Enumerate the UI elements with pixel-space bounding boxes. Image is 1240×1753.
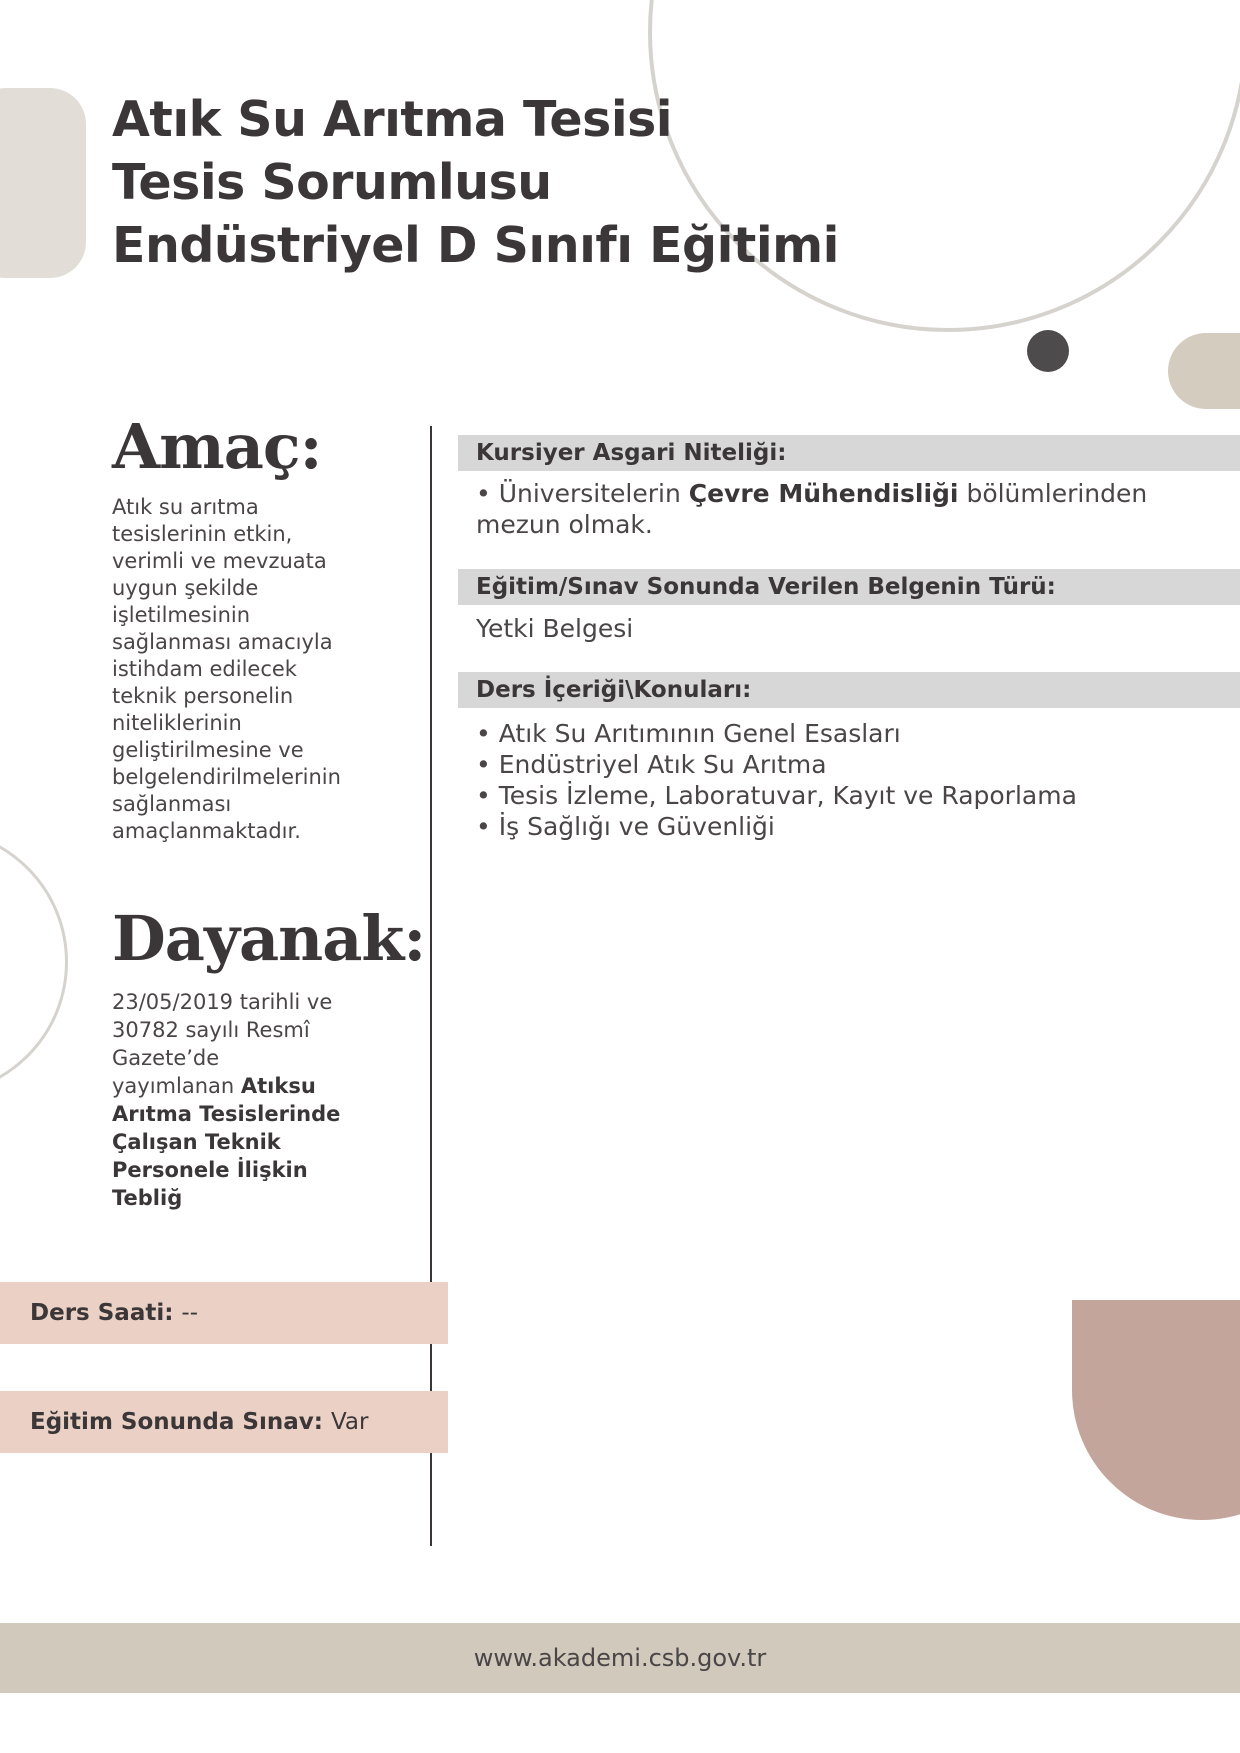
amac-line: verimli ve mevzuata xyxy=(112,549,327,573)
amac-line: istihdam edilecek xyxy=(112,657,297,681)
amac-heading: Amaç: xyxy=(112,410,322,483)
sinav-value: Var xyxy=(330,1409,369,1435)
dayanak-line: Gazete’de xyxy=(112,1046,220,1070)
ders-saati-value: -- xyxy=(181,1300,199,1326)
decorative-half-circle xyxy=(1072,1300,1240,1520)
decorative-ring-left xyxy=(0,828,68,1096)
dayanak-line xyxy=(112,1184,412,1212)
dayanak-text xyxy=(112,988,412,1212)
dayanak-bold: Atıksu xyxy=(240,1074,316,1098)
ders-icerigi-list xyxy=(476,718,1077,842)
kursiyer-pre: • Üniversitelerin xyxy=(476,479,689,508)
ders-saati-label: Ders Saati: xyxy=(30,1300,174,1326)
dayanak-bold: Personele İlişkin xyxy=(112,1158,308,1182)
list-item: • Endüstriyel Atık Su Arıtma xyxy=(476,749,1077,780)
amac-line: işletilmesinin xyxy=(112,603,251,627)
amac-line: belgelendirilmelerinin xyxy=(112,765,341,789)
dayanak-line: 30782 sayılı Resmî xyxy=(112,1018,310,1042)
dayanak-bold: Çalışan Teknik xyxy=(112,1130,281,1154)
amac-line: teknik personelin xyxy=(112,684,294,708)
dayanak-plain: yayımlanan xyxy=(112,1074,241,1098)
amac-line: sağlanması amacıyla xyxy=(112,630,333,654)
amac-line: amaçlanmaktadır. xyxy=(112,819,301,843)
dayanak-line xyxy=(112,1100,412,1128)
decorative-pill-right xyxy=(1168,333,1240,409)
amac-line: uygun şekilde xyxy=(112,576,259,600)
list-item: • Atık Su Arıtımının Genel Esasları xyxy=(476,718,1077,749)
title-line: Tesis Sorumlusu xyxy=(112,154,552,211)
list-item: • Tesis İzleme, Laboratuvar, Kayıt ve Raporlama xyxy=(476,780,1077,811)
amac-line: sağlanması xyxy=(112,792,232,816)
ders-saati-bar xyxy=(0,1282,448,1344)
column-divider xyxy=(430,426,432,1546)
footer-url[interactable]: www.akademi.csb.gov.tr xyxy=(473,1644,767,1672)
dayanak-heading: Dayanak: xyxy=(112,902,426,975)
kursiyer-heading: Kursiyer Asgari Niteliği: xyxy=(458,435,1240,471)
dayanak-line xyxy=(112,1156,412,1184)
amac-line: tesislerinin etkin, xyxy=(112,522,293,546)
dayanak-line xyxy=(112,1128,412,1156)
kursiyer-line xyxy=(476,478,1196,509)
kursiyer-post: bölümlerinden xyxy=(958,479,1148,508)
footer-bar xyxy=(0,1623,1240,1693)
title-line: Atık Su Arıtma Tesisi xyxy=(112,91,673,148)
kursiyer-text xyxy=(476,478,1196,540)
decorative-pill-left xyxy=(0,88,86,278)
sinav-label: Eğitim Sonunda Sınav: xyxy=(30,1409,323,1435)
amac-text xyxy=(112,494,412,845)
dayanak-line xyxy=(112,1072,412,1100)
amac-line: niteliklerinin xyxy=(112,711,242,735)
title-line: Endüstriyel D Sınıfı Eğitimi xyxy=(112,217,839,274)
sinav-bar xyxy=(0,1391,448,1453)
ders-icerigi-heading: Ders İçeriği\Konuları: xyxy=(458,672,1240,708)
kursiyer-line: mezun olmak. xyxy=(476,510,653,539)
dayanak-line: 23/05/2019 tarihli ve xyxy=(112,990,333,1014)
belge-value: Yetki Belgesi xyxy=(476,614,634,643)
list-item: • İş Sağlığı ve Güvenliği xyxy=(476,811,1077,842)
kursiyer-bold: Çevre Mühendisliği xyxy=(688,479,959,508)
dayanak-bold: Tebliğ xyxy=(112,1186,183,1210)
dayanak-bold: Arıtma Tesislerinde xyxy=(112,1102,341,1126)
decorative-dot xyxy=(1027,330,1069,372)
page-title xyxy=(112,88,839,277)
belge-heading: Eğitim/Sınav Sonunda Verilen Belgenin Türü: xyxy=(458,569,1240,605)
amac-line: Atık su arıtma xyxy=(112,495,259,519)
amac-line: geliştirilmesine ve xyxy=(112,738,304,762)
